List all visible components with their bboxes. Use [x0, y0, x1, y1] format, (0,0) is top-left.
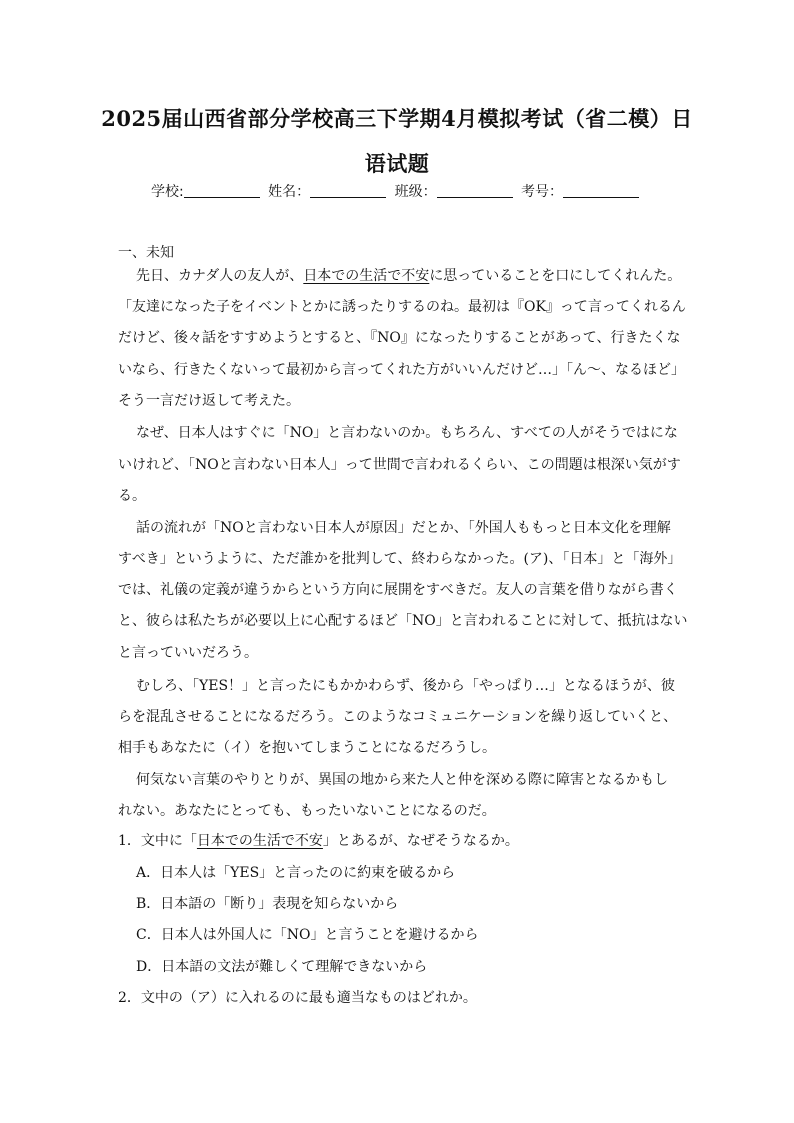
page-title: 2025届山西省部分学校高三下学期4月模拟考试（省二模）日 [101, 106, 693, 131]
page-title-continued: 语试题 [364, 151, 430, 176]
exam-number-blank [563, 183, 639, 198]
passage-line: 相手もあなたに（イ）を抱いてしまうことになるだろうし。 [118, 740, 496, 756]
exam-number-label: 考号： [521, 184, 564, 200]
name-blank [310, 183, 386, 198]
answer-option-b[interactable]: B．日本語の「断り」表現を知らないから [136, 896, 399, 912]
passage-line: 何気ない言葉のやりとりが、異国の地から来た人と仲を深める際に障害となるかもし [136, 772, 668, 788]
underlined-phrase: 日本での生活で不安 [196, 833, 323, 849]
answer-option-d[interactable]: D．日本語の文法が難しくて理解できないから [136, 959, 428, 975]
school-blank [184, 183, 260, 198]
name-label: 姓名： [268, 184, 311, 200]
answer-option-c[interactable]: C．日本人は外国人に「NO」と言うことを避けるから [136, 927, 479, 943]
passage-line: では、礼儀の定義が違うからという方向に展開をすべきだ。友人の言葉を借りながら書く [118, 582, 678, 598]
student-info-row [0, 181, 794, 201]
class-blank [437, 183, 513, 198]
passage-line: と、彼らは私たちが必要以上に心配するほど「NO」と言われることに対して、抵抗はない [118, 613, 688, 629]
question-2: 2．文中の（ア）に入れるのに最も適当なものはどれか。 [118, 990, 477, 1006]
passage-line: すべき」というように、ただ誰かを批判して、終わらなかった。(ア)、「日本」と「海外」 [118, 551, 682, 567]
answer-option-a[interactable]: A．日本人は「YES」と言ったのに約束を破るから [136, 865, 456, 881]
passage-line: だけど、後々話をすすめようとすると、『NO』になったりすることがあって、行きたくな [118, 330, 681, 346]
passage-line: る。 [118, 488, 146, 504]
passage-line: と言っていいだろう。 [118, 645, 258, 661]
passage-line: むしろ、「YES！」と言ったにもかかわらず、後から「やっぱり…」となるほうが、彼 [136, 678, 675, 694]
underlined-phrase: 日本での生活で不安 [303, 268, 430, 284]
passage-line: いなら、行きたくないって最初から言ってくれた方がいいんだけど…」「ん～、なるほど」 [118, 362, 685, 378]
passage-line: れない。あなたにとっても、もったいないことになるのだ。 [118, 803, 496, 819]
question-1: 1．文中に「日本での生活で不安」とあるが、なぜそうなるか。 [118, 833, 519, 849]
class-label: 班级： [394, 184, 437, 200]
passage-line: 話の流れが「NOと言わない日本人が原因」だとか、「外国人ももっと日本文化を理解 [136, 520, 671, 536]
section-heading: 一、未知 [118, 245, 174, 261]
passage-line: 先日、カナダ人の友人が、日本での生活で不安に思っていることを口にしてくれんた。 [136, 268, 682, 284]
school-label: 学校: [150, 184, 184, 200]
passage-line: らを混乱させることになるだろう。このようなコミュニケーションを繰り返していくと、 [118, 709, 678, 725]
passage-line: なぜ、日本人はすぐに「NO」と言わないのか。もちろん、すべての人がそうではにな [136, 425, 678, 441]
passage-line: いけれど、「NOと言わない日本人」って世間で言われるくらい、この問題は根深い気がす [118, 457, 681, 473]
passage-line: 「友達になった子をイベントとかに誘ったりするのね。最初は『OK』って言ってくれるん [118, 299, 686, 315]
passage-line: そう一言だけ返して考えた。 [118, 393, 300, 409]
